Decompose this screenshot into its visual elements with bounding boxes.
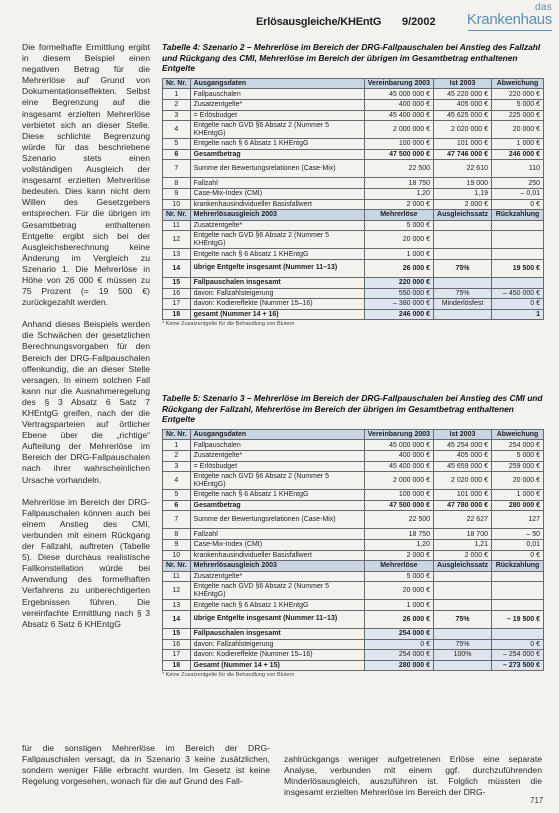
row-number: 8	[163, 178, 191, 189]
table-row	[163, 450, 544, 461]
row-number: 11	[163, 571, 191, 582]
row-label: Fallpauschalen	[190, 440, 364, 451]
table-cell: 47 500 000 €	[364, 149, 433, 160]
table-cell: 45 659 000 €	[434, 461, 492, 472]
table-cell: 400 000 €	[364, 450, 433, 461]
column-header: Ist 2003	[434, 429, 492, 440]
row-label: Fallzahl	[190, 178, 364, 189]
table-cell	[434, 277, 492, 288]
row-label: Gesamt (Nummer 14 + 15)	[190, 660, 364, 671]
column-header: Ist 2003	[434, 78, 492, 89]
column-header: Ausgangsdaten	[190, 429, 364, 440]
row-label: = Erlösbudget	[190, 110, 364, 121]
table-cell: 0 €	[492, 639, 544, 650]
table-cell: 0 €	[492, 199, 544, 210]
column-header: Abweichung	[492, 78, 544, 89]
table-cell: 225 000 €	[492, 110, 544, 121]
table-cell: 20 000 €	[492, 121, 544, 139]
row-label: Gesamtbetrag	[190, 500, 364, 511]
header-title: Erlösausgleiche/KHEntG	[256, 16, 382, 28]
table-cell: 45 000 000 €	[364, 89, 433, 100]
row-label: krankenhausindividueller Basisfallwert	[190, 199, 364, 210]
row-label: übrige Entgelte insgesamt (Nummer 11–13)	[190, 610, 364, 628]
table-cell	[492, 571, 544, 582]
column-header: Mehrerlösausgleich 2003	[190, 561, 364, 572]
table-cell: – 50	[492, 529, 544, 540]
table-cell: 1 000 €	[364, 249, 433, 260]
row-label: Entgelte nach GVD §6 Absatz 2 (Nummer 5 KHEntgG)	[190, 582, 364, 600]
table-cell: 220 000 €	[364, 277, 433, 288]
row-number: 5	[163, 139, 191, 150]
table-cell: 246 000 €	[364, 309, 433, 320]
row-label: übrige Entgelte insgesamt (Nummer 11–13)	[190, 259, 364, 277]
row-label: = Erlösbudget	[190, 461, 364, 472]
table-cell: – 450 000 €	[492, 288, 544, 299]
row-label: Zusatzentgelte*	[190, 450, 364, 461]
row-number: 4	[163, 121, 191, 139]
row-label: Case-Mix-Index (CMI)	[190, 188, 364, 199]
table-cell: 5 000 €	[492, 99, 544, 110]
row-label: davon: Kodiereffekte (Nummer 15–16)	[190, 650, 364, 661]
table-cell: 2 000 000 €	[364, 121, 433, 139]
table-cell: 101 000 €	[434, 139, 492, 150]
logo-underline	[468, 30, 552, 31]
table-row	[163, 628, 544, 639]
table-row	[163, 139, 544, 150]
row-label: davon: Fallzahlsteigerung	[190, 639, 364, 650]
table-cell: 45 400 000 €	[364, 461, 433, 472]
row-number: 15	[163, 628, 191, 639]
table-4-block	[162, 42, 544, 327]
row-number: 13	[163, 249, 191, 260]
row-number: 6	[163, 500, 191, 511]
table-row	[163, 500, 544, 511]
column-header: Nr. Nr.	[163, 78, 191, 89]
table-cell: 22 500	[364, 160, 433, 178]
table-row	[163, 89, 544, 100]
table-cell: 19 500 €	[492, 259, 544, 277]
table-row	[163, 582, 544, 600]
table-cell: 100 000 €	[364, 139, 433, 150]
row-number: 5	[163, 490, 191, 501]
row-number: 2	[163, 450, 191, 461]
row-label: Summe der Bewertungsrelationen (Case-Mix)	[190, 511, 364, 529]
left-text-column	[22, 42, 150, 630]
column-header: Rückzahlung	[492, 561, 544, 572]
table-row	[163, 511, 544, 529]
table-cell	[434, 309, 492, 320]
column-header: Nr. Nr.	[163, 429, 191, 440]
table-cell: 400 000 €	[364, 99, 433, 110]
row-label: Entgelte nach § 6 Absatz 1 KHEntgG	[190, 600, 364, 611]
table-cell	[434, 231, 492, 249]
table-5-block	[162, 393, 544, 678]
table-cell: 47 780 000 €	[434, 500, 492, 511]
row-label: Zusatzentgelte*	[190, 220, 364, 231]
table-cell: 100 000 €	[364, 490, 433, 501]
table-row	[163, 571, 544, 582]
table-cell: 2 000 €	[434, 199, 492, 210]
row-label: Entgelte nach GVD §6 Absatz 2 (Nummer 5 KHEntgG)	[190, 121, 364, 139]
table-cell: 0 €	[492, 299, 544, 310]
table-cell	[492, 249, 544, 260]
table-cell: – 0,01	[492, 188, 544, 199]
table-cell: – 273 500 €	[492, 660, 544, 671]
table-cell: 101 000 €	[434, 490, 492, 501]
table-cell: 22 610	[434, 160, 492, 178]
table-cell: 1,19	[434, 188, 492, 199]
table-row	[163, 472, 544, 490]
table-cell: 1,21	[434, 539, 492, 550]
row-number: 2	[163, 99, 191, 110]
table-row	[163, 309, 544, 320]
table-cell: 1 000 €	[492, 139, 544, 150]
row-label: davon: Fallzahlsteigerung	[190, 288, 364, 299]
table-cell: 45 254 000 €	[434, 440, 492, 451]
row-number: 16	[163, 639, 191, 650]
row-number: 10	[163, 199, 191, 210]
table-row	[163, 461, 544, 472]
table-row	[163, 259, 544, 277]
column-header: Mehrerlöse	[364, 561, 433, 572]
header-issue: 9/2002	[402, 16, 436, 28]
table-cell: 22 500	[364, 511, 433, 529]
column-header: Rückzahlung	[492, 210, 544, 221]
table-cell: 45 400 000 €	[364, 110, 433, 121]
table-cell: 75%	[434, 639, 492, 650]
column-header: Nr. Nr.	[163, 561, 191, 572]
table-cell: 18 750	[364, 178, 433, 189]
column-header: Abweichung	[492, 429, 544, 440]
table-5	[162, 429, 544, 672]
row-number: 9	[163, 539, 191, 550]
row-label: Fallpauschalen insgesamt	[190, 277, 364, 288]
row-number: 9	[163, 188, 191, 199]
table-cell: 45 220 000 €	[434, 89, 492, 100]
table-cell: 47 500 000 €	[364, 500, 433, 511]
paragraph: Anhand dieses Beispiels werden die Schwächen der gesetzlichen Berechnungsvorgaben für den Bereich der DRG-Fallpauschalen offenkundig, die an dieser Stelle versagen. In einem solchen Fall kann nur die Ausnahmeregelung des § 3 Absatz 6 Satz 7 KHEntgG greifen, nach der die Vertragsparteien auf örtlicher Ebene über die „richtige“ Aufteilung der Mehrerlöse im Bereich der DRG-Fallpauschalen nach ihrer wahrscheinlichen Ursache vorhandeln.	[22, 319, 150, 485]
paragraph: Mehrerlöse im Bereich der DRG-Fallpauschalen können auch bei einem Anstieg des CMI, verbunden mit einem Rückgang der Fallzahl, auftreten (Tabelle 5). Diese durchaus realistische Fallkonstellation würde bei Anwendung des formelhaften Verfahrens zu unberechtigerten Ergebnissen führen. Die vereinfachte Ermittlung nach § 3 Absatz 6 Satz 6 KHEntgG	[22, 496, 150, 629]
table-cell: – 380 000 €	[364, 299, 433, 310]
row-label: Fallpauschalen	[190, 89, 364, 100]
row-label: Entgelte nach § 6 Absatz 1 KHEntgG	[190, 249, 364, 260]
table-cell	[434, 249, 492, 260]
table-cell: 254 000 €	[364, 650, 433, 661]
table-4	[162, 78, 544, 321]
column-header: Mehrerlösausgleich 2003	[190, 210, 364, 221]
row-number: 10	[163, 550, 191, 561]
table-subheader-row	[163, 210, 544, 221]
table-row	[163, 660, 544, 671]
table-cell	[492, 628, 544, 639]
logo-main-text: Krankenhaus	[466, 11, 552, 28]
row-number: 17	[163, 650, 191, 661]
row-number: 4	[163, 472, 191, 490]
table-row	[163, 188, 544, 199]
table-cell	[434, 571, 492, 582]
column-header: Vereinbarung 2003	[364, 429, 433, 440]
table-cell: 20 000 €	[364, 582, 433, 600]
table-cell: 127	[492, 511, 544, 529]
table-cell: 45 625 000 €	[434, 110, 492, 121]
table-cell: 550 000 €	[364, 288, 433, 299]
table-cell: 20 000 €	[492, 472, 544, 490]
row-number: 8	[163, 529, 191, 540]
page-number: 717	[530, 796, 544, 805]
table-cell: 1	[492, 309, 544, 320]
column-header: Vereinbarung 2003	[364, 78, 433, 89]
column-header: Mehrerlöse	[364, 210, 433, 221]
row-label: krankenhausindividueller Basisfallwert	[190, 550, 364, 561]
table-cell: 405 000 €	[434, 99, 492, 110]
table-cell	[492, 220, 544, 231]
row-number: 3	[163, 461, 191, 472]
row-number: 11	[163, 220, 191, 231]
table-cell: 0 €	[364, 639, 433, 650]
table-5-caption: Tabelle 5: Szenario 3 – Mehrerlöse im Bereich der DRG-Fallpauschalen bei Anstieg des CMI und Rückgang der Fallzahl, Mehrerlöse im Bereich der übrigen im Gesamtbetrag enthaltenen Entgelte	[162, 393, 543, 425]
table-row	[163, 610, 544, 628]
table-cell: 1,20	[364, 539, 433, 550]
row-number: 12	[163, 231, 191, 249]
table-4-footnote: * Keine Zusatzentgelte für die Behandlung von Blutern	[162, 321, 295, 328]
row-number: 17	[163, 299, 191, 310]
column-header: Ausgleichssatz	[434, 210, 492, 221]
table-cell: 0,01	[492, 539, 544, 550]
table-cell: 280 000 €	[364, 660, 433, 671]
paragraph: Die formelhafte Ermittlung ergibt in diesem Beispiel einen negativen Betrag für die Mehrerlöse auf Grund von Dokumentationseffekten. Selbst eine Begrenzung auf die insgesamt erzielten Mehrerlöse verbietet sich an dieser Stelle. Diese schlichte Begrenzung würde für das beschriebene Szenario stets einen vollständigen Ausgleich der insgesamt erzielten Mehrerlöse bedeuten. Dies kann nicht dem Willen des Gesetzgebers entsprechen. Für die übrigen im Gesamtbetrag enthaltenen Entgelte ergibt sich bei der Ausgleichsberechnung keine Änderung im Vergleich zu Szenario 1. Die Mehrerlöse in Höhe von 26 000 € müssen zu 75 Prozent (= 19 500 €) zurückgezahlt werden.	[22, 42, 150, 308]
table-row	[163, 231, 544, 249]
row-label: Gesamtbetrag	[190, 149, 364, 160]
table-cell: 250	[492, 178, 544, 189]
table-row	[163, 440, 544, 451]
row-number: 15	[163, 277, 191, 288]
table-cell: – 19 500 €	[492, 610, 544, 628]
row-number: 16	[163, 288, 191, 299]
row-label: Fallpauschalen insgesamt	[190, 628, 364, 639]
table-row	[163, 650, 544, 661]
table-subheader-row	[163, 561, 544, 572]
row-number: 1	[163, 89, 191, 100]
table-cell: 0 €	[492, 550, 544, 561]
table-cell: 75%	[434, 610, 492, 628]
bottom-left-paragraph: für die sonstigen Mehrerlöse im Bereich der DRG-Fallpauschalen versagt, da in Szenario 3 keine zusätzlichen, sondern weniger Fälle erbracht wurden. Im Gesetz ist keine Regelung vorgesehen, wonach für die auf Grund des Fall-	[22, 743, 270, 787]
table-cell: 2 020 000 €	[434, 472, 492, 490]
table-cell: 5 000 €	[492, 450, 544, 461]
row-label: davon: Kodiereffekte (Nummer 15–16)	[190, 299, 364, 310]
row-number: 3	[163, 110, 191, 121]
row-number: 14	[163, 610, 191, 628]
column-header: Nr. Nr.	[163, 210, 191, 221]
row-number: 14	[163, 259, 191, 277]
table-cell: 246 000 €	[492, 149, 544, 160]
table-cell	[492, 600, 544, 611]
table-header-row	[163, 429, 544, 440]
table-row	[163, 288, 544, 299]
row-number: 7	[163, 511, 191, 529]
table-cell: 1 000 €	[364, 600, 433, 611]
table-row	[163, 600, 544, 611]
row-label: Entgelte nach GVD §6 Absatz 2 (Nummer 5 KHEntgG)	[190, 231, 364, 249]
row-label: Zusatzentgelte*	[190, 571, 364, 582]
table-row	[163, 110, 544, 121]
table-cell: 280 000 €	[492, 500, 544, 511]
table-cell: 1 000 €	[492, 490, 544, 501]
table-cell: 2 000 000 €	[364, 472, 433, 490]
logo-top-text: das	[534, 2, 552, 13]
table-cell: 2 000 €	[434, 550, 492, 561]
table-cell	[434, 660, 492, 671]
row-number: 18	[163, 660, 191, 671]
table-cell	[492, 231, 544, 249]
table-row	[163, 299, 544, 310]
table-row	[163, 490, 544, 501]
table-cell: 2 000 €	[364, 550, 433, 561]
column-header: Ausgleichssatz	[434, 561, 492, 572]
table-cell: – 254 000 €	[492, 650, 544, 661]
table-cell	[434, 582, 492, 600]
table-row	[163, 99, 544, 110]
table-row	[163, 199, 544, 210]
table-row	[163, 220, 544, 231]
column-header: Ausgangsdaten	[190, 78, 364, 89]
table-row	[163, 277, 544, 288]
table-cell: 26 000 €	[364, 610, 433, 628]
table-cell: 110	[492, 160, 544, 178]
table-cell	[434, 600, 492, 611]
table-cell: 2 020 000 €	[434, 121, 492, 139]
table-cell: 259 000 €	[492, 461, 544, 472]
table-cell: 1,20	[364, 188, 433, 199]
row-number: 6	[163, 149, 191, 160]
row-label: Zusatzentgelte*	[190, 99, 364, 110]
row-number: 7	[163, 160, 191, 178]
table-cell: 75%	[434, 288, 492, 299]
table-cell	[434, 220, 492, 231]
table-row	[163, 149, 544, 160]
table-cell: 18 750	[364, 529, 433, 540]
row-label: Summe der Bewertungsrelationen (Case-Mix)	[190, 160, 364, 178]
table-cell: 26 000 €	[364, 259, 433, 277]
row-label: Fallzahl	[190, 529, 364, 540]
table-cell: 100%	[434, 650, 492, 661]
table-cell: 45 000 000 €	[364, 440, 433, 451]
table-5-footnote: * Keine Zusatzentgelte für die Behandlung von Blutern	[162, 672, 295, 679]
table-cell: 254 000 €	[364, 628, 433, 639]
table-cell: 75%	[434, 259, 492, 277]
row-label: Case-Mix-Index (CMI)	[190, 539, 364, 550]
table-cell: 5 000 €	[364, 571, 433, 582]
table-cell: 18 700	[434, 529, 492, 540]
table-cell	[434, 628, 492, 639]
table-row	[163, 529, 544, 540]
row-number: 1	[163, 440, 191, 451]
table-row	[163, 539, 544, 550]
table-row	[163, 160, 544, 178]
table-cell: 220 000 €	[492, 89, 544, 100]
table-cell: Minderlösfest	[434, 299, 492, 310]
table-cell: 20 000 €	[364, 231, 433, 249]
table-header-row	[163, 78, 544, 89]
row-label: Entgelte nach § 6 Absatz 1 KHEntgG	[190, 139, 364, 150]
table-row	[163, 550, 544, 561]
table-row	[163, 639, 544, 650]
table-cell: 405 000 €	[434, 450, 492, 461]
row-number: 13	[163, 600, 191, 611]
table-row	[163, 249, 544, 260]
row-label: Entgelte nach GVD §6 Absatz 2 (Nummer 5 KHEntgG)	[190, 472, 364, 490]
table-cell: 5 000 €	[364, 220, 433, 231]
journal-logo	[466, 0, 554, 34]
row-label: Entgelte nach § 6 Absatz 1 KHEntgG	[190, 490, 364, 501]
table-cell: 2 000 €	[364, 199, 433, 210]
row-number: 12	[163, 582, 191, 600]
row-number: 18	[163, 309, 191, 320]
table-4-caption: Tabelle 4: Szenario 2 – Mehrerlöse im Bereich der DRG-Fallpauschalen bei Anstieg des Fallzahl und Rückgang des CMI, Mehrerlöse im Bereich der übrigen im Gesamtbetrag enthaltenen Entgelte	[162, 42, 541, 74]
table-cell: 254 000 €	[492, 440, 544, 451]
table-cell	[492, 582, 544, 600]
table-cell: 47 746 000 €	[434, 149, 492, 160]
table-row	[163, 178, 544, 189]
row-label: gesamt (Nummer 14 + 16)	[190, 309, 364, 320]
bottom-right-paragraph: zahlrückgangs weniger aufgetretenen Erlöse eine separate Analyse, verbunden mit einem ggf. durchzuführenden Minderlösausgleich, auszuführen ist. Folglich müssten die insgesamt erzielten Mehrerlöse im Bereich der DRG-	[284, 754, 542, 798]
page-header	[0, 0, 559, 36]
table-cell: 22 627	[434, 511, 492, 529]
table-row	[163, 121, 544, 139]
table-cell	[492, 277, 544, 288]
table-cell: 19 000	[434, 178, 492, 189]
